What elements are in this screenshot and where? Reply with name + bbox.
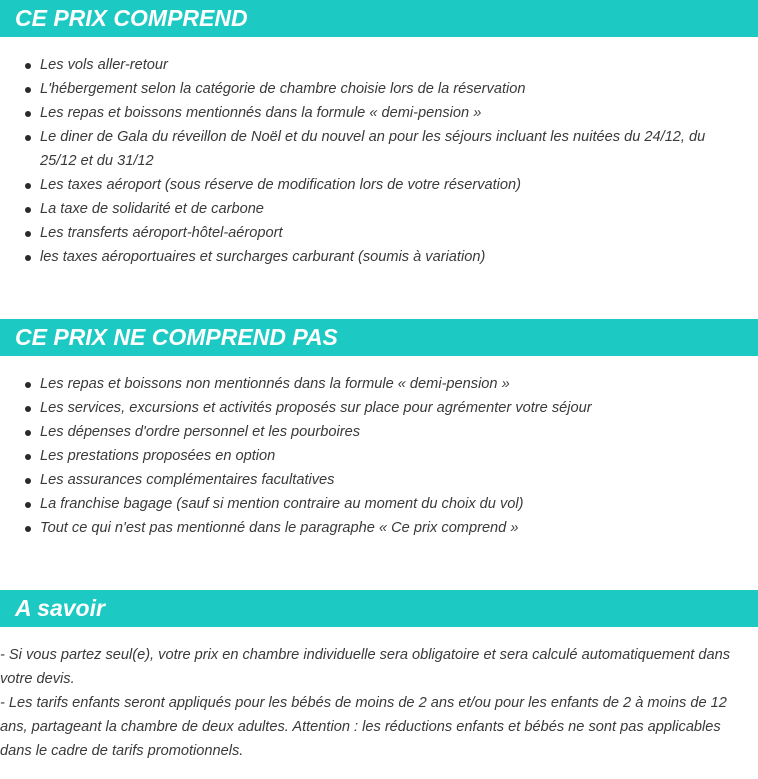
- list-item: [0, 101, 758, 125]
- info-paragraph: - Les tarifs enfants seront appliqués pour les bébés de moins de 2 ans et/ou pour les enfants de 2 à moins de 12 ans, partageant la chambre de deux adultes. Attention : les réductions enfants et bébés ne sont pas applicables dans le cadre de tarifs promotionnels.: [0, 695, 727, 759]
- list-item: [0, 372, 758, 396]
- list-item: [0, 468, 758, 492]
- section-title-includes: CE PRIX COMPREND: [15, 5, 248, 31]
- list-item: [0, 197, 758, 221]
- list-item-text: Les services, excursions et activités proposés sur place pour agrémenter votre séjour: [40, 400, 592, 416]
- list-item-text: Les dépenses d'ordre personnel et les pourboires: [40, 424, 361, 440]
- bullet-icon: [25, 87, 31, 93]
- list-item-text: les taxes aéroportuaires et surcharges carburant (soumis à variation): [40, 249, 486, 265]
- bullet-icon: [25, 135, 31, 141]
- section-header-excludes: [0, 319, 758, 356]
- bullet-icon: [25, 183, 31, 189]
- bullet-icon: [25, 478, 31, 484]
- list-item-text: La franchise bagage (sauf si mention contraire au moment du choix du vol): [40, 496, 524, 512]
- section-header-info: [0, 590, 758, 627]
- bullet-icon: [25, 406, 31, 412]
- bullet-icon: [25, 502, 31, 508]
- section-header-includes: [0, 0, 758, 37]
- list-item: [0, 53, 758, 77]
- bullet-icon: [25, 63, 31, 69]
- section-title-info: A savoir: [15, 595, 105, 621]
- bullet-icon: [25, 382, 31, 388]
- list-item-text: L'hébergement selon la catégorie de chambre choisie lors de la réservation: [40, 81, 526, 97]
- bullet-icon: [25, 255, 31, 261]
- info-notes: [0, 643, 756, 763]
- bullet-icon: [25, 111, 31, 117]
- list-item: [0, 245, 758, 269]
- bullet-icon: [25, 207, 31, 213]
- list-item-text: Les repas et boissons non mentionnés dans la formule « demi-pension »: [40, 376, 510, 392]
- bullet-icon: [25, 454, 31, 460]
- list-item-text: Le diner de Gala du réveillon de Noël et du nouvel an pour les séjours incluant les nuitées du 24/12, du 25/12 et du 31/12: [40, 129, 706, 169]
- list-item: [0, 173, 758, 197]
- excludes-list: [0, 372, 758, 540]
- list-item-text: Les vols aller-retour: [40, 57, 168, 73]
- includes-list: [0, 53, 758, 269]
- bullet-icon: [25, 430, 31, 436]
- list-item: [0, 492, 758, 516]
- list-item-text: La taxe de solidarité et de carbone: [40, 201, 264, 217]
- section-title-excludes: CE PRIX NE COMPREND PAS: [15, 324, 338, 350]
- list-item-text: Tout ce qui n'est pas mentionné dans le paragraphe « Ce prix comprend »: [40, 520, 519, 536]
- list-item-text: Les assurances complémentaires facultatives: [40, 472, 335, 488]
- bullet-icon: [25, 231, 31, 237]
- list-item: [0, 221, 758, 245]
- bullet-icon: [25, 526, 31, 532]
- list-item: [0, 77, 758, 101]
- list-item-text: Les transferts aéroport-hôtel-aéroport: [40, 225, 283, 241]
- list-item: [0, 396, 758, 420]
- list-item: [0, 516, 758, 540]
- list-item: [0, 125, 758, 173]
- list-item: [0, 444, 758, 468]
- list-item-text: Les prestations proposées en option: [40, 448, 276, 464]
- list-item: [0, 420, 758, 444]
- info-paragraph: - Si vous partez seul(e), votre prix en chambre individuelle sera obligatoire et sera calculé automatiquement dans votre devis.: [0, 647, 731, 687]
- list-item-text: Les taxes aéroport (sous réserve de modification lors de votre réservation): [40, 177, 522, 193]
- list-item-text: Les repas et boissons mentionnés dans la formule « demi-pension »: [40, 105, 482, 121]
